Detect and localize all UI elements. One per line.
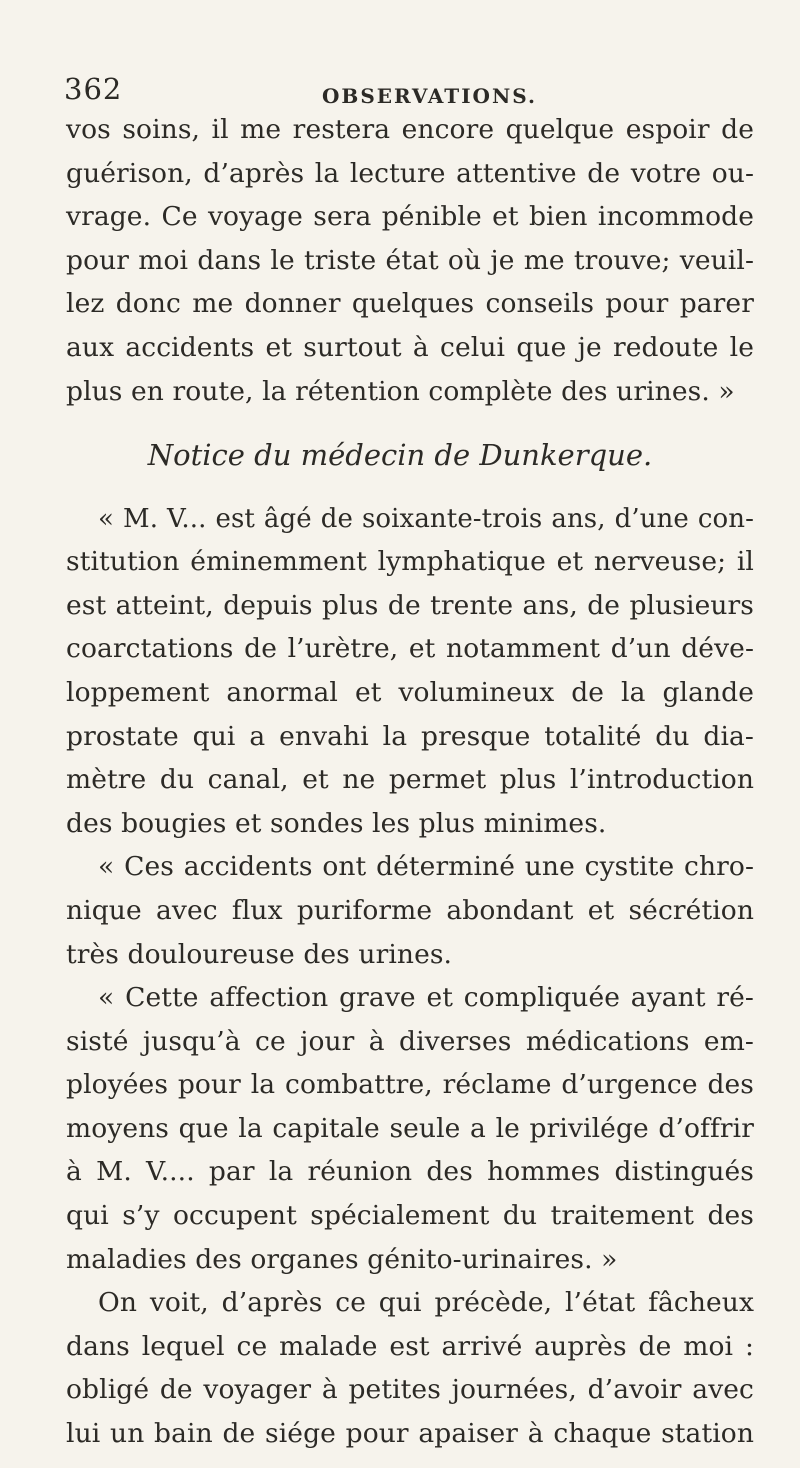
text-line: lez donc me donner quelques conseils pour parer [66,288,754,320]
text-line: « M. V... est âgé de soixante-trois ans, d’une con- [98,503,754,534]
text-line: mètre du canal, et ne permet plus l’introduction [66,764,754,796]
text-line: guérison, d’après la lecture attentive de votre ou- [66,157,754,189]
section-heading: Notice du médecin de Dunkerque. [147,438,653,473]
text-line: prostate qui a envahi la presque totalité du dia- [66,720,754,752]
text-line: coarctations de l’urètre, et notamment d’un déve- [66,633,754,665]
text-line: stitution éminemment lymphatique et nerveuse; il [66,546,754,578]
text-line: aux accidents et surtout à celui que je redoute le [66,331,754,363]
text-line: qui s’y occupent spécialement du traitement des [66,1200,754,1232]
text-line: On voit, d’après ce qui précède, l’état fâcheux [98,1287,754,1319]
page-header [0,72,800,112]
text-line: est atteint, depuis plus de trente ans, de plusieurs [66,589,754,621]
text-line: à M. V.... par la réunion des hommes distingués [66,1156,754,1188]
text-line: loppement anormal et volumineux de la glande [66,677,754,709]
text-line: vos soins, il me restera encore quelque espoir de [66,114,754,145]
text-line: vrage. Ce voyage sera pénible et bien incommode [66,201,754,233]
text-line: nique avec flux puriforme abondant et sécrétion [66,894,754,926]
text-line: maladies des organes génito-urinaires. » [66,1243,618,1275]
text-line: lui un bain de siége pour apaiser à chaque station [66,1418,754,1449]
text-line: « Ces accidents ont déterminé une cystite chro- [98,851,754,883]
text-line: plus en route, la rétention complète des urines. » [66,375,735,407]
text-line: dans lequel ce malade est arrivé auprès de moi : [66,1330,754,1362]
text-line: sisté jusqu’à ce jour à diverses médications em- [66,1025,754,1057]
running-head: OBSERVATIONS. [322,84,537,108]
text-line: « Cette affection grave et compliquée ayant ré- [98,982,754,1014]
text-line: moyens que la capitale seule a le privilége d’offrir [66,1112,754,1144]
page-number: 362 [64,72,123,106]
text-line: des bougies et sondes les plus minimes. [66,807,607,839]
text-line: très douloureuse des urines. [66,938,453,970]
text-line: ployées pour la combattre, réclame d’urgence des [66,1069,754,1101]
text-line: pour moi dans le triste état où je me trouve; veuil- [66,244,754,276]
text-line: obligé de voyager à petites journées, d’avoir avec [66,1374,754,1406]
